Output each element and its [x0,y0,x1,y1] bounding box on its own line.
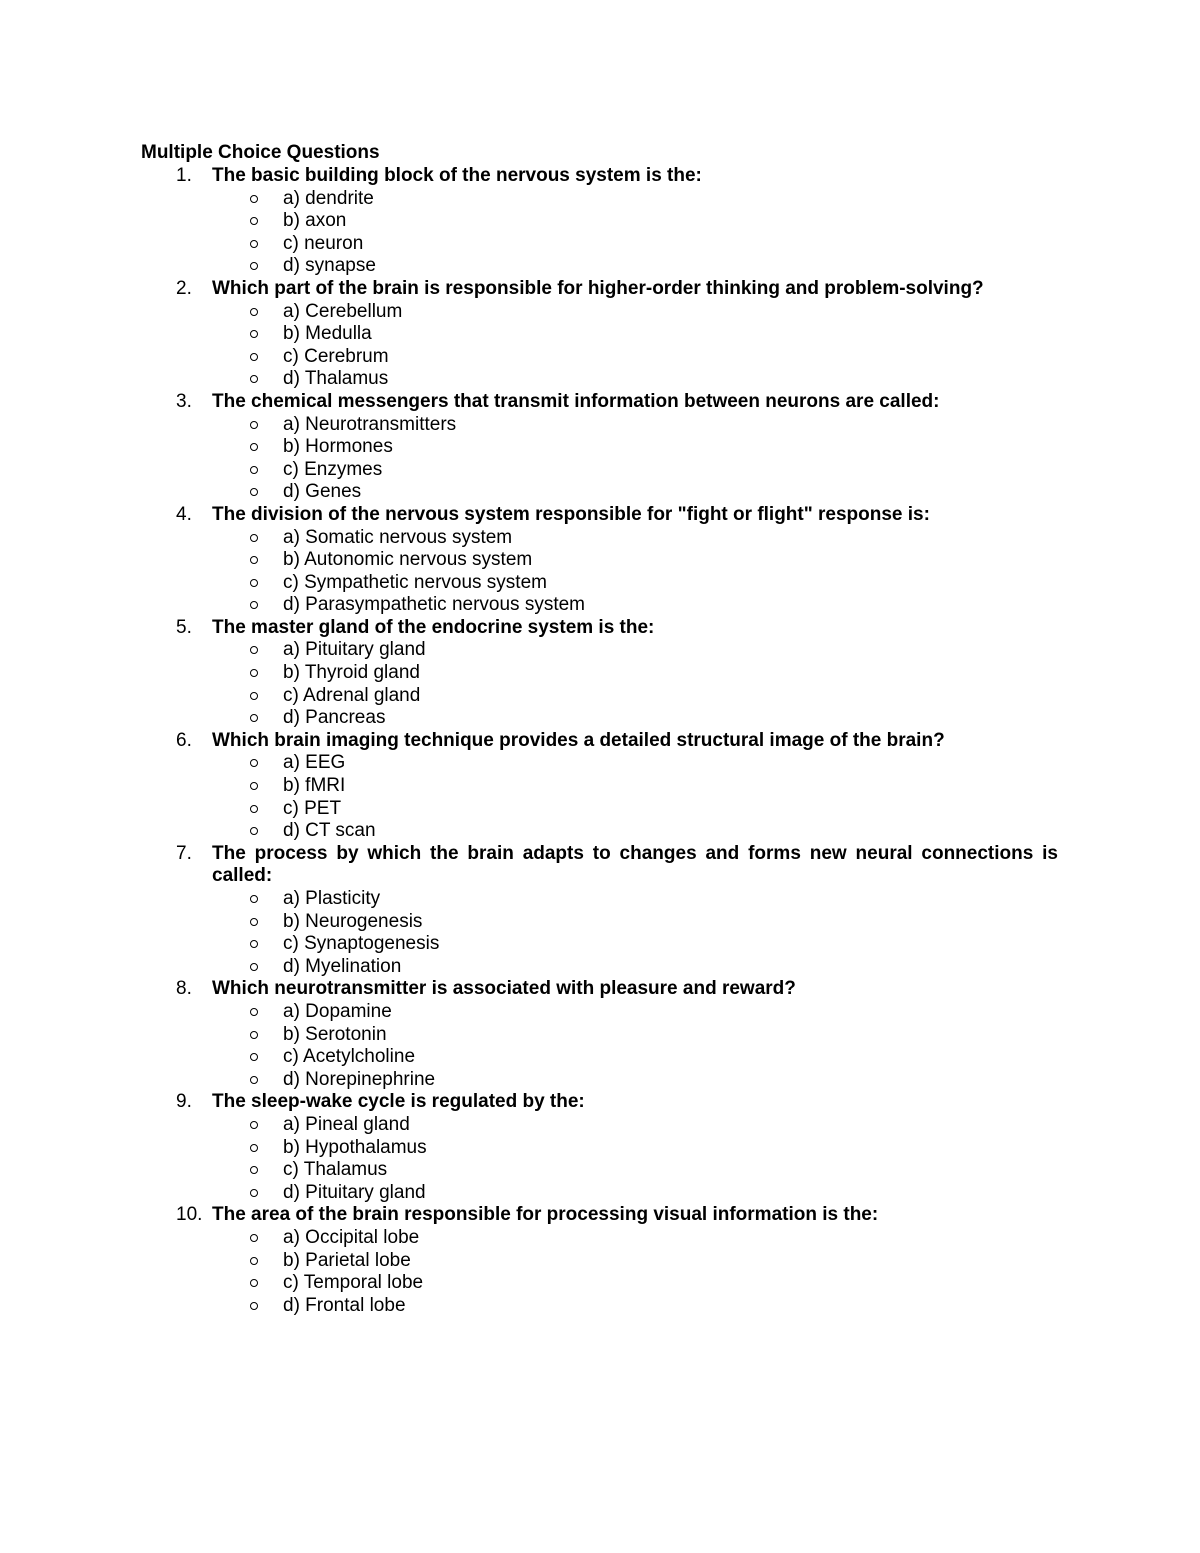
circle-bullet-icon [250,1234,258,1242]
answer-option-text: a) Cerebellum [283,300,403,322]
answer-option [0,481,1200,504]
answer-option-text: a) Dopamine [283,1000,392,1022]
question-number: 5. [176,616,192,638]
answer-option [0,594,1200,617]
answer-option-text: a) Neurotransmitters [283,413,457,435]
answer-option [0,210,1200,233]
answer-option [0,572,1200,595]
question-text: The process by which the brain adapts to changes and forms new neural connections is called: [212,842,1058,887]
answer-option-text: a) Occipital lobe [283,1226,420,1248]
answer-option [0,752,1200,775]
answer-option [0,911,1200,934]
circle-bullet-icon [250,759,258,767]
circle-bullet-icon [250,805,258,813]
circle-bullet-icon [250,330,258,338]
question-text: The sleep-wake cycle is regulated by the: [212,1091,585,1113]
answer-option [0,1069,1200,1092]
circle-bullet-icon [250,918,258,926]
answer-option-text: c) Adrenal gland [283,684,421,706]
answer-option [0,888,1200,911]
answer-option [0,323,1200,346]
circle-bullet-icon [250,1008,258,1016]
circle-bullet-icon [250,1189,258,1197]
circle-bullet-icon [250,1031,258,1039]
answer-option-text: c) Temporal lobe [283,1272,424,1294]
answer-option [0,956,1200,979]
circle-bullet-icon [250,262,258,270]
circle-bullet-icon [250,375,258,383]
circle-bullet-icon [250,488,258,496]
answer-option-text: b) Thyroid gland [283,662,420,684]
answer-option [0,188,1200,211]
answer-option [0,1182,1200,1205]
question-text: The chemical messengers that transmit information between neurons are called: [212,390,940,412]
circle-bullet-icon [250,669,258,677]
answer-option-text: b) Parietal lobe [283,1249,411,1271]
answer-option-text: d) Myelination [283,955,402,977]
question-item [0,391,1200,504]
answer-option [0,1024,1200,1047]
answer-option-text: d) Pituitary gland [283,1181,426,1203]
answer-option-text: d) Genes [283,481,362,503]
answer-option [0,1159,1200,1182]
circle-bullet-icon [250,827,258,835]
circle-bullet-icon [250,646,258,654]
answer-option [0,1250,1200,1273]
question-number: 2. [176,277,192,299]
answer-option-text: c) Synaptogenesis [283,933,440,955]
question-text: The basic building block of the nervous system is the: [212,165,702,186]
answer-option [0,1001,1200,1024]
circle-bullet-icon [250,443,258,451]
question-item [0,1091,1200,1204]
question-text: The area of the brain responsible for processing visual information is the: [212,1204,879,1226]
circle-bullet-icon [250,895,258,903]
answer-option-text: c) Sympathetic nervous system [283,571,547,593]
question-item [0,165,1200,278]
circle-bullet-icon [250,1053,258,1061]
question-header [0,730,1200,753]
question-number: 4. [176,503,192,525]
circle-bullet-icon [250,714,258,722]
circle-bullet-icon [250,692,258,700]
answer-option [0,301,1200,324]
answer-option-text: c) Acetylcholine [283,1046,416,1068]
question-number: 1. [176,165,192,186]
circle-bullet-icon [250,940,258,948]
circle-bullet-icon [250,195,258,203]
answer-option [0,1046,1200,1069]
answer-option-text: a) Somatic nervous system [283,526,513,548]
answer-option-text: a) Plasticity [283,888,381,909]
answer-option [0,346,1200,369]
circle-bullet-icon [250,308,258,316]
question-number: 10. [176,1204,203,1226]
question-header [0,1091,1200,1114]
answer-option [0,459,1200,482]
answer-option-text: d) Thalamus [283,368,389,390]
question-text: Which part of the brain is responsible for higher-order thinking and problem-solving? [212,277,984,299]
question-header [0,391,1200,414]
question-number: 6. [176,729,192,751]
answer-option [0,255,1200,278]
circle-bullet-icon [250,963,258,971]
answer-option-text: d) Frontal lobe [283,1294,406,1316]
answer-option [0,685,1200,708]
question-text: Which neurotransmitter is associated with pleasure and reward? [212,978,796,1000]
question-header [0,1204,1200,1227]
answer-option [0,820,1200,843]
answer-option [0,798,1200,821]
answer-option [0,436,1200,459]
answer-option-text: d) synapse [283,255,376,277]
answer-option [0,549,1200,572]
document-title: Multiple Choice Questions [141,142,380,163]
answer-option-text: a) EEG [283,752,346,774]
answer-option [0,414,1200,437]
circle-bullet-icon [250,1302,258,1310]
answer-option-text: b) Medulla [283,323,372,345]
answer-option-text: c) neuron [283,232,364,254]
answer-option-text: d) CT scan [283,820,376,842]
question-text: The master gland of the endocrine system is the: [212,616,655,638]
circle-bullet-icon [250,421,258,429]
question-header [0,843,1200,888]
answer-option-text: d) Parasympathetic nervous system [283,594,586,616]
question-item [0,843,1200,979]
answer-option-text: b) fMRI [283,775,346,797]
question-item [0,617,1200,730]
question-text: The division of the nervous system responsible for "fight or flight" response is: [212,503,930,525]
answer-option [0,1227,1200,1250]
answer-option [0,527,1200,550]
answer-option-text: b) Serotonin [283,1023,387,1045]
circle-bullet-icon [250,601,258,609]
circle-bullet-icon [250,1121,258,1129]
question-header [0,504,1200,527]
answer-option [0,1272,1200,1295]
answer-option [0,662,1200,685]
question-text: Which brain imaging technique provides a detailed structural image of the brain? [212,729,945,751]
question-header [0,617,1200,640]
answer-option-text: b) Hypothalamus [283,1136,427,1158]
answer-option-text: b) Neurogenesis [283,910,423,932]
question-number: 3. [176,390,192,412]
question-item [0,1204,1200,1317]
answer-option-text: b) Autonomic nervous system [283,549,533,571]
circle-bullet-icon [250,217,258,225]
question-header [0,978,1200,1001]
question-number: 7. [176,842,192,864]
question-header [0,278,1200,301]
circle-bullet-icon [250,1076,258,1084]
question-item [0,278,1200,391]
circle-bullet-icon [250,782,258,790]
answer-option [0,233,1200,256]
answer-option-text: a) Pituitary gland [283,639,426,661]
answer-option [0,1295,1200,1318]
answer-option-text: c) Enzymes [283,458,383,480]
answer-option [0,368,1200,391]
answer-option-text: d) Norepinephrine [283,1068,436,1090]
question-header [0,165,1200,188]
question-item [0,504,1200,617]
question-number: 8. [176,978,192,1000]
answer-option-text: a) Pineal gland [283,1113,410,1135]
question-item [0,978,1200,1091]
answer-option [0,933,1200,956]
question-list [0,165,1200,1317]
circle-bullet-icon [250,240,258,248]
answer-option [0,775,1200,798]
circle-bullet-icon [250,353,258,361]
answer-option-text: c) Cerebrum [283,345,389,367]
answer-option [0,639,1200,662]
answer-option-text: d) Pancreas [283,707,386,729]
answer-option-text: b) Hormones [283,436,393,458]
answer-option [0,707,1200,730]
circle-bullet-icon [250,579,258,587]
answer-option-text: a) dendrite [283,187,374,209]
circle-bullet-icon [250,466,258,474]
circle-bullet-icon [250,556,258,564]
answer-option-text: c) Thalamus [283,1159,388,1181]
circle-bullet-icon [250,1166,258,1174]
answer-option [0,1114,1200,1137]
circle-bullet-icon [250,534,258,542]
circle-bullet-icon [250,1144,258,1152]
circle-bullet-icon [250,1257,258,1265]
answer-option-text: b) axon [283,210,347,232]
answer-option [0,1137,1200,1160]
answer-option-text: c) PET [283,797,342,819]
question-item [0,730,1200,843]
circle-bullet-icon [250,1279,258,1287]
question-number: 9. [176,1091,192,1113]
